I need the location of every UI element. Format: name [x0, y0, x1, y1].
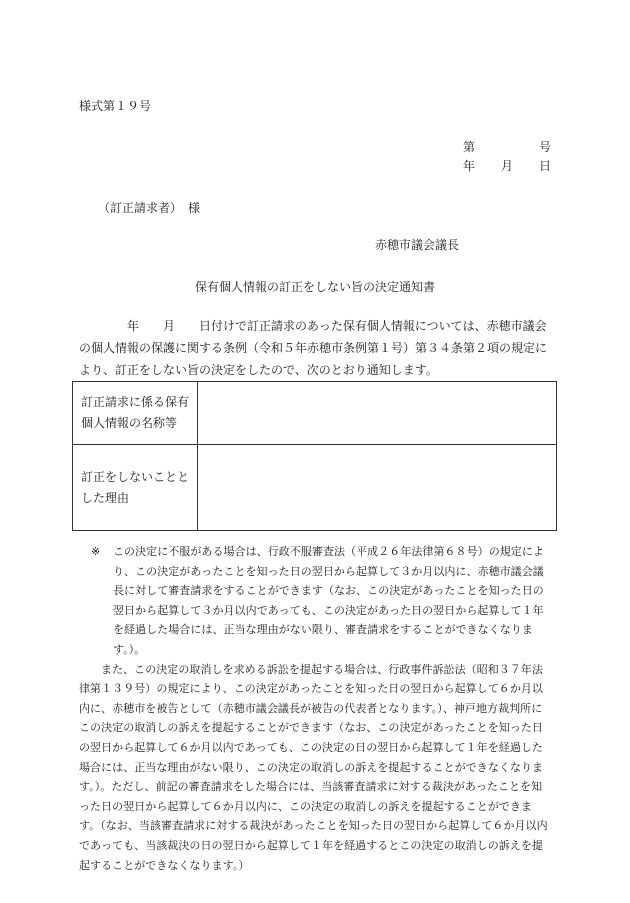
body-text: 年 月 日付けで訂正請求のあった保有個人情報については、赤穂市議会の個人情報の保護に関する条例（令和５年赤穂市条例第１号）第３４条第２項の規定により、訂正をしない旨の決定をしたので、次のとおり通知します。 [79, 319, 548, 377]
form-number: 様式第１９号 [79, 99, 152, 113]
table-row [73, 445, 557, 531]
personal-info-name-label: 訂正請求に係る保有個人情報の名称等 [73, 382, 198, 445]
date-line [463, 157, 551, 174]
note-appeal: この決定に不服がある場合は、行政不服審査法（平成２６年法律第６８号）の規定により、この決定があったことを知った日の翌日から起算して３か月以内に、赤穂市議会議長に対して審査請求をすることができます（なお、この決定があったことを知った日の翌日から起算して３か月以内であっても、この決定があった日の翌日から起算して１年を経過した場合には、正当な理由がない限り、審査請求をすることができなくなります。）。 [113, 545, 544, 656]
personal-info-name-value [198, 382, 557, 445]
notes-section [79, 542, 552, 875]
document-number-prefix: 第 [463, 140, 476, 154]
document-title: 保有個人情報の訂正をしない旨の決定通知書 [194, 280, 435, 294]
issuer: 赤穂市議会議長 [375, 238, 460, 252]
note-lawsuit: また、この決定の取消しを求める訴訟を提起する場合は、行政事件訴訟法（昭和３７年法律第１３９号）の規定により、この決定があったことを知った日の翌日から起算して６か月以内に、赤穂市を被告として（赤穂市議会議長が被告の代表者となります。）、神戸地方裁判所にこの決定の取消しの訴えを提起することができます（なお、この決定があったことを知った日の翌日から起算して６か月以内であっても、この決定の日の翌日から起算して１年を経過した場合には、正当な理由がない限り、この決定の取消しの訴えを提起することができなくなります。）。ただし、前記の審査請求をした場合には、当該審査請求に対する裁決があったことを知った日の翌日から起算して６か月以内に、この決定の取消しの訴えを提起することができます。（なお、当該審査請求に対する裁決があったことを知った日の翌日から起算して６か月以内であっても、当該裁決の日の翌日から起算して１年を経過するとこの決定の取消しの訴えを提起することができなくなります。） [79, 662, 548, 872]
reason-label: 訂正をしないこととした理由 [73, 445, 198, 531]
document-number-suffix: 号 [538, 140, 551, 154]
table-row [73, 382, 557, 445]
addressee: （訂正請求者） 様 [98, 201, 201, 215]
date-day: 日 [538, 159, 551, 173]
reason-value [198, 445, 557, 531]
note-mark: ※ [91, 545, 101, 558]
document-number-line [463, 138, 551, 155]
date-month: 月 [500, 159, 513, 173]
body-paragraph [79, 315, 553, 381]
date-year: 年 [463, 159, 476, 173]
info-table [72, 381, 557, 531]
